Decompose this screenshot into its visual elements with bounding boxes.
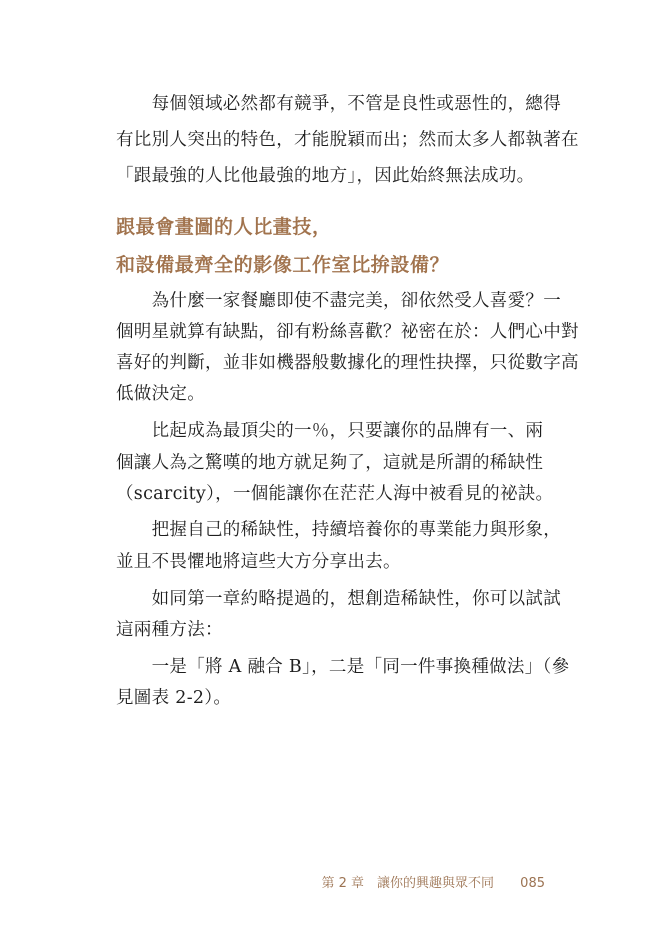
text-line: 個讓人為之驚嘆的地方就足夠了，這就是所謂的稀缺性	[116, 453, 544, 473]
text-line: 比起成為最頂尖的一％，只要讓你的品牌有一、兩	[116, 421, 544, 441]
section-heading: 跟最會畫圖的人比畫技，	[116, 216, 332, 238]
text-line: 每個領域必然都有競爭，不管是良性或惡性的，總得	[116, 94, 561, 114]
text-line: 個明星就算有缺點，卻有粉絲喜歡？祕密在於：人們心中對	[116, 322, 579, 342]
page-number: 085	[520, 876, 545, 891]
text-line: 有比別人突出的特色，才能脫穎而出；然而太多人都執著在	[116, 130, 579, 150]
text-line: 一是「將 A 融合 B」，二是「同一件事換種做法」（參	[116, 657, 570, 677]
text-line: （scarcity），一個能讓你在茫茫人海中被看見的祕訣。	[116, 484, 554, 504]
text-line: 這兩種方法：	[116, 620, 223, 640]
page-footer	[321, 872, 545, 891]
text-line: 為什麼一家餐廳即使不盡完美，卻依然受人喜愛？一	[116, 291, 561, 311]
chapter-title: 第 2 章 讓你的興趣與眾不同	[321, 876, 495, 891]
text-line: 喜好的判斷，並非如機器般數據化的理性抉擇，只從數字高	[116, 353, 579, 373]
text-line: 把握自己的稀缺性，持續培養你的專業能力與形象，	[116, 520, 561, 540]
text-line: 低做決定。	[116, 384, 205, 404]
text-line: 「跟最強的人比他最強的地方」，因此始終無法成功。	[116, 166, 535, 186]
text-line: 見圖表 2-2）。	[116, 688, 232, 708]
section-heading: 和設備最齊全的影像工作室比拚設備？	[116, 254, 450, 276]
text-line: 並且不畏懼地將這些大方分享出去。	[116, 552, 401, 572]
text-line: 如同第一章約略提過的，想創造稀缺性，你可以試試	[116, 589, 561, 609]
